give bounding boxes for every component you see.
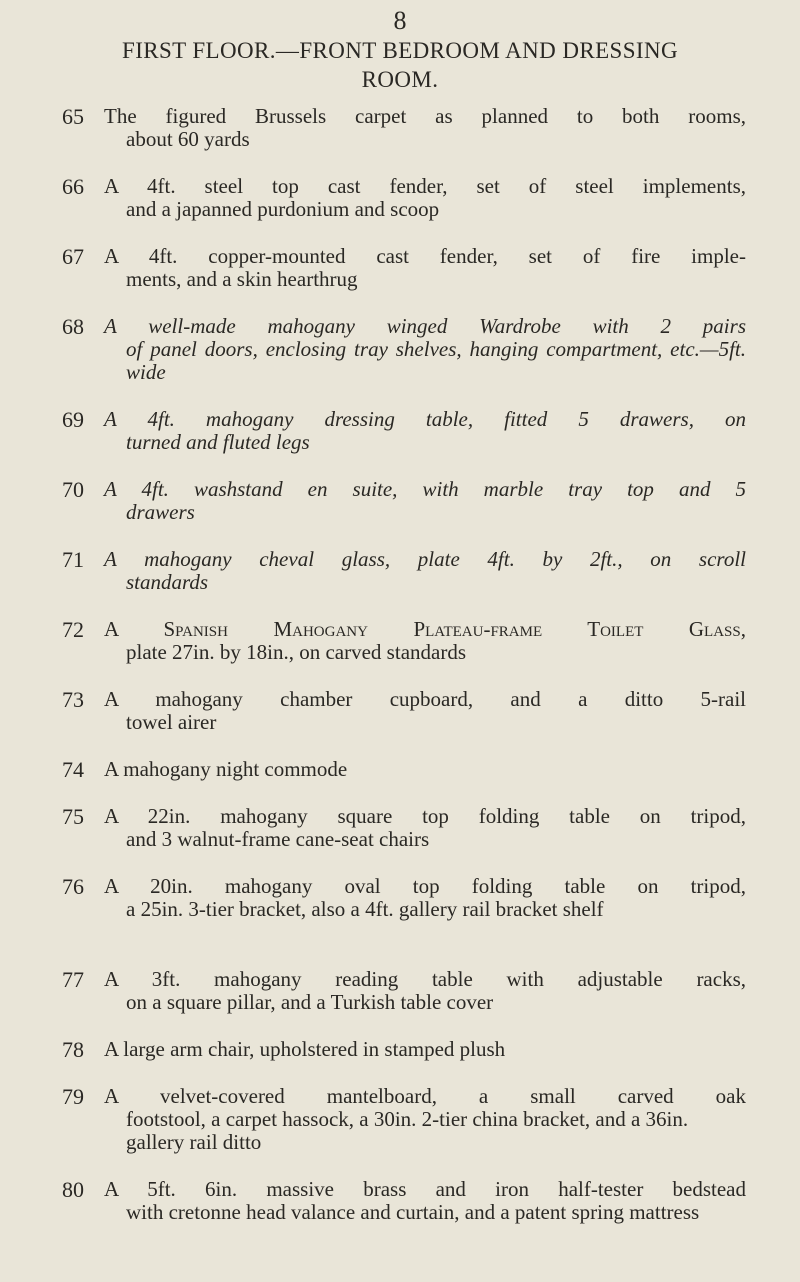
lot-description [104,105,746,151]
lot-description [104,1178,746,1224]
lot-number: 75 [62,804,84,829]
lot-number: 66 [62,174,84,199]
lot-description-line: A 3ft. mahogany reading table with adjustable racks, [104,967,746,991]
lot-description-continued: with cretonne head valance and curtain, and a patent spring mattress [126,1200,700,1224]
lot-number: 65 [62,104,84,129]
lot-description [104,875,746,921]
lot-number: 76 [62,874,84,899]
lot-description-line: A 20in. mahogany oval top folding table on tripod, [104,874,746,898]
lot-description [104,805,746,851]
lot-description-continued: on a square pillar, and a Turkish table cover [126,990,494,1014]
lot-number: 68 [62,314,84,339]
lot-number: 79 [62,1084,84,1109]
lot-description-continued: and 3 walnut-frame cane-seat chairs [126,827,430,851]
lot-number: 72 [62,617,84,642]
lot-description-line: A velvet-covered mantelboard, a small carved oak [104,1084,746,1108]
lot-number: 69 [62,407,84,432]
lot-description-line: The figured Brussels carpet as planned to both rooms, [104,104,746,128]
lot-description [104,478,746,524]
lot-description-continued: drawers [126,500,195,524]
lot-description-line: A 4ft. copper-mounted cast fender, set of fire imple- [104,244,746,268]
lot-number: 78 [62,1037,84,1062]
lot-description [104,688,746,734]
lot-description-continued: standards [126,570,209,594]
lot-description-line: A 22in. mahogany square top folding table on tripod, [104,804,746,828]
lot-description-continued: towel airer [126,710,217,734]
lot-description [104,245,746,291]
lot-description-continued: of panel doors, enclosing tray shelves, hanging compartment, etc.—5ft. wide [126,337,746,384]
lot-description [104,1085,746,1154]
lot-number: 67 [62,244,84,269]
lot-description [104,408,746,454]
lot-description-continued: and a japanned purdonium and scoop [126,197,440,221]
lot-number: 73 [62,687,84,712]
lot-description-line: A Spanish Mahogany Plateau-frame Toilet Glass, [104,617,746,641]
page-number: 8 [393,6,407,35]
lot-number: 77 [62,967,84,992]
lot-description [104,758,746,781]
lot-description-line: A mahogany chamber cupboard, and a ditto 5-rail [104,687,746,711]
heading-line-1: FIRST FLOOR.—FRONT BEDROOM AND DRESSING [122,38,678,63]
lot-description [104,618,746,664]
lot-description-line: A mahogany night commode [104,757,348,781]
lot-description-line: A 5ft. 6in. massive brass and iron half-tester bedstead [104,1177,746,1201]
lot-description [104,968,746,1014]
lot-description-line: A well-made mahogany winged Wardrobe with 2 pairs [104,314,746,338]
lot-description [104,548,746,594]
lot-number: 80 [62,1177,84,1202]
lot-number: 70 [62,477,84,502]
lot-description-continued: turned and fluted legs [126,430,310,454]
lot-description-line: A 4ft. steel top cast fender, set of steel implements, [104,174,746,198]
lot-number: 74 [62,757,84,782]
lot-description-continued: a 25in. 3-tier bracket, also a 4ft. gallery rail bracket shelf [126,897,604,921]
lot-description-continued: ments, and a skin hearthrug [126,267,358,291]
lot-description-continued: about 60 yards [126,127,250,151]
lot-description-continued: footstool, a carpet hassock, a 30in. 2-tier china bracket, and a 36in. gallery rail ditto [126,1107,689,1154]
lot-description-line: A mahogany cheval glass, plate 4ft. by 2ft., on scroll [104,547,746,571]
lot-number: 71 [62,547,84,572]
lot-description-continued: plate 27in. by 18in., on carved standards [126,640,466,664]
lot-description [104,1038,746,1061]
lot-description-line: A 4ft. mahogany dressing table, fitted 5 drawers, on [104,407,746,431]
heading-line-2: ROOM. [361,67,439,92]
lot-description-line: A large arm chair, upholstered in stamped plush [104,1037,506,1061]
lot-description [104,315,746,384]
lot-description [104,175,746,221]
lot-description-line: A 4ft. washstand en suite, with marble tray top and 5 [104,477,746,501]
